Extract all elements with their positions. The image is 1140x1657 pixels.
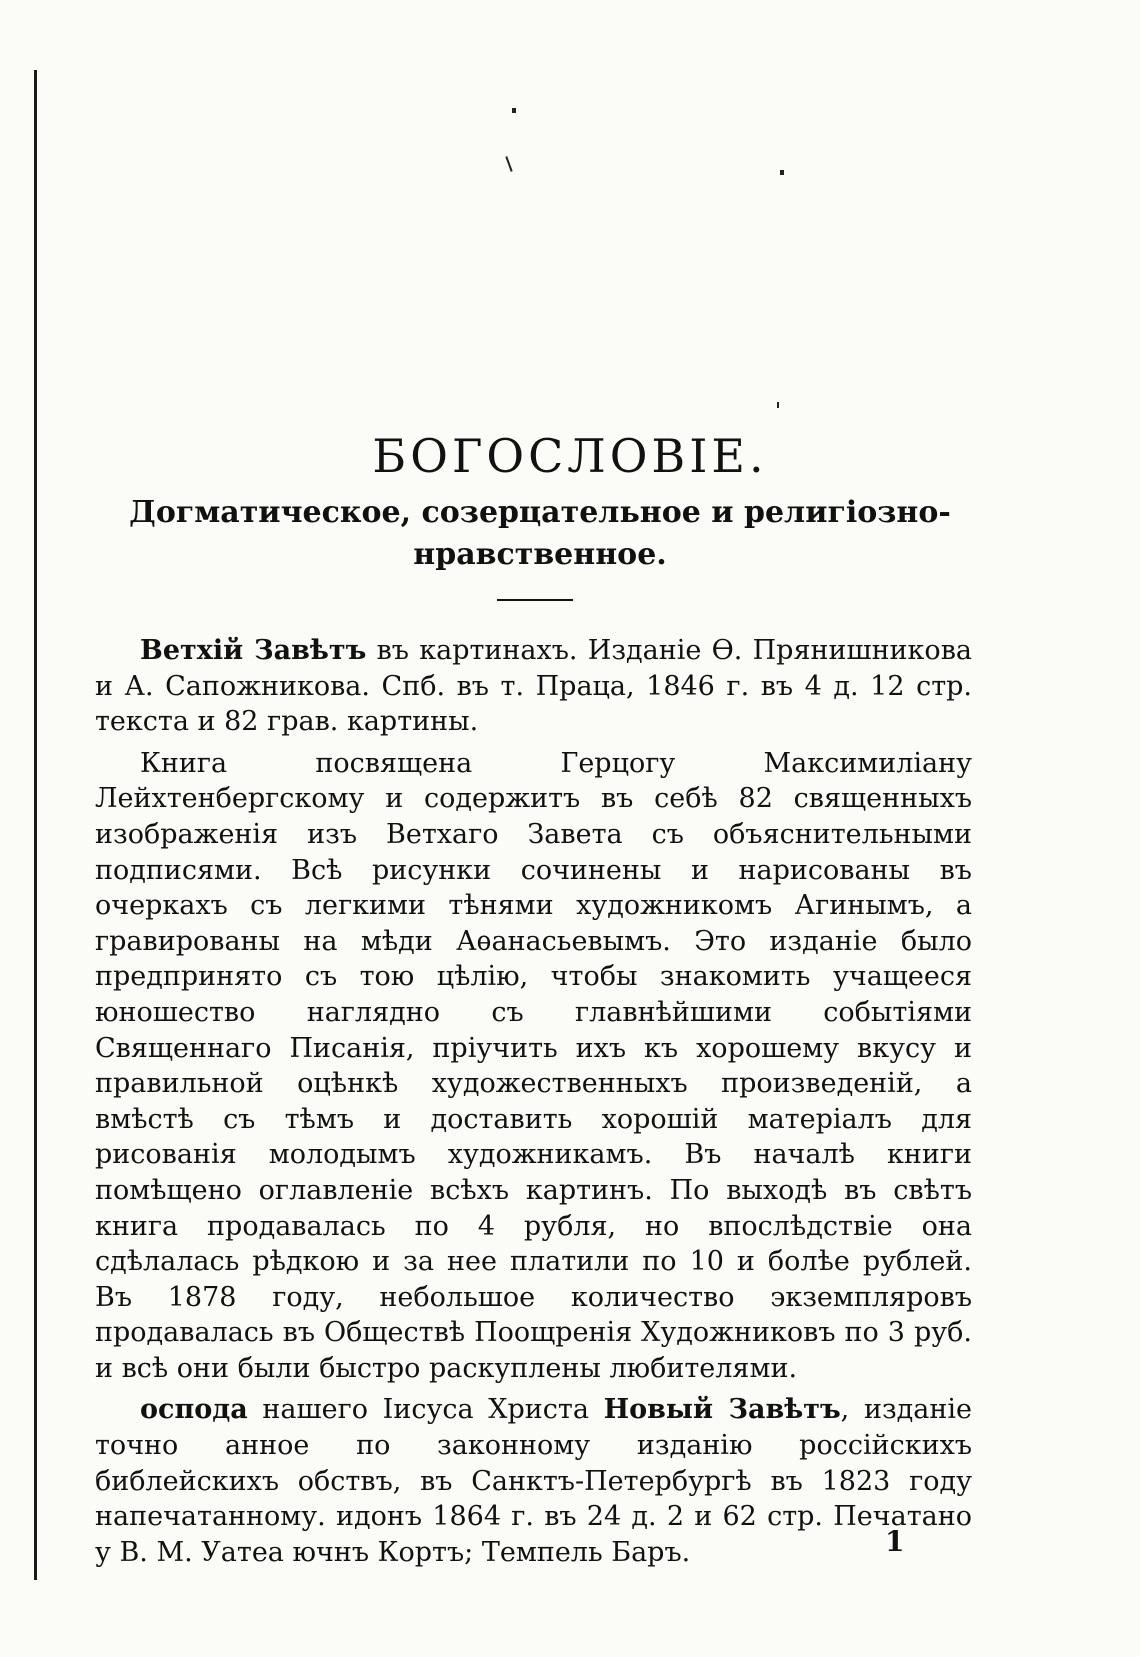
ink-speck xyxy=(505,156,512,172)
section-subtitle: Догматическое, созерцательное и религіозно-нравственное. xyxy=(129,495,951,572)
body-text xyxy=(95,633,972,1576)
entry-lead: Новый Завѣтъ xyxy=(603,1394,841,1426)
entry-text: Книга посвящена Герцогу Максимиліану Лейхтенбергскому и содержитъ въ себѣ 82 священныхъ изображенія изъ Ветхаго Завета съ объяснительными подписями. Всѣ рисунки сочинены и нарисованы въ очеркахъ съ легкими тѣнями художникомъ Агинымъ, а гравированы на мѣди Аѳанасьевымъ. Это изданіе было предпринято съ тою цѣлію, чтобы знакомить учащееся юношество наглядно съ главнѣйшими событіями Священнаго Писанія, пріучить ихъ къ хорошему вкусу и правильной оцѣнкѣ художественныхъ произведеній, а вмѣстѣ съ тѣмъ и доставить хорошій матеріалъ для рисованія молодымъ художникамъ. Въ началѣ книги помѣщено оглавленіе всѣхъ картинъ. По выходѣ въ свѣтъ книга продавалась по 4 рубля, но впослѣдствіе она сдѣлалась рѣдкою и за нее платили по 10 и болѣе рублей. Въ 1878 году, небольшое количество экземпляровъ продавалась въ Обществѣ Поощренія Художниковъ по 3 руб. и всѣ они были быстро раскуплены любителями. xyxy=(95,747,972,1384)
ink-speck xyxy=(777,402,779,408)
entry-paragraph xyxy=(95,633,972,740)
ink-speck xyxy=(512,108,516,113)
entry-lead: осподa xyxy=(140,1394,248,1426)
entry-text: , изданіе точно анное по законному изданію россійскихъ библейскихъ обствъ, въ Санктъ-Петербургѣ въ 1823 году напечатанному. идонъ 1864 г. въ 24 д. 2 и 62 стр. Печатано у В. М. Уатеа ючнъ Кортъ; Темпель Баръ. xyxy=(95,1394,973,1568)
entry-text: въ картинахъ. Изданіе Ѳ. Прянишникова и А. Сапожникова. Спб. въ т. Праца, 1846 г. въ 4 д. 12 стр. текста и 82 грав. картины. xyxy=(95,635,972,738)
entry-paragraph xyxy=(95,746,972,1387)
page-binding-edge xyxy=(34,70,37,1580)
entry-paragraph xyxy=(95,1392,972,1570)
section-divider xyxy=(497,599,573,601)
page-title: БОГОСЛОВІЕ. xyxy=(372,428,768,483)
entry-text: нашего Іисуса Христа xyxy=(247,1394,604,1426)
entry-lead: Ветхій Завѣтъ xyxy=(140,635,367,666)
ink-speck xyxy=(780,170,784,175)
page-number: 1 xyxy=(885,1525,905,1558)
